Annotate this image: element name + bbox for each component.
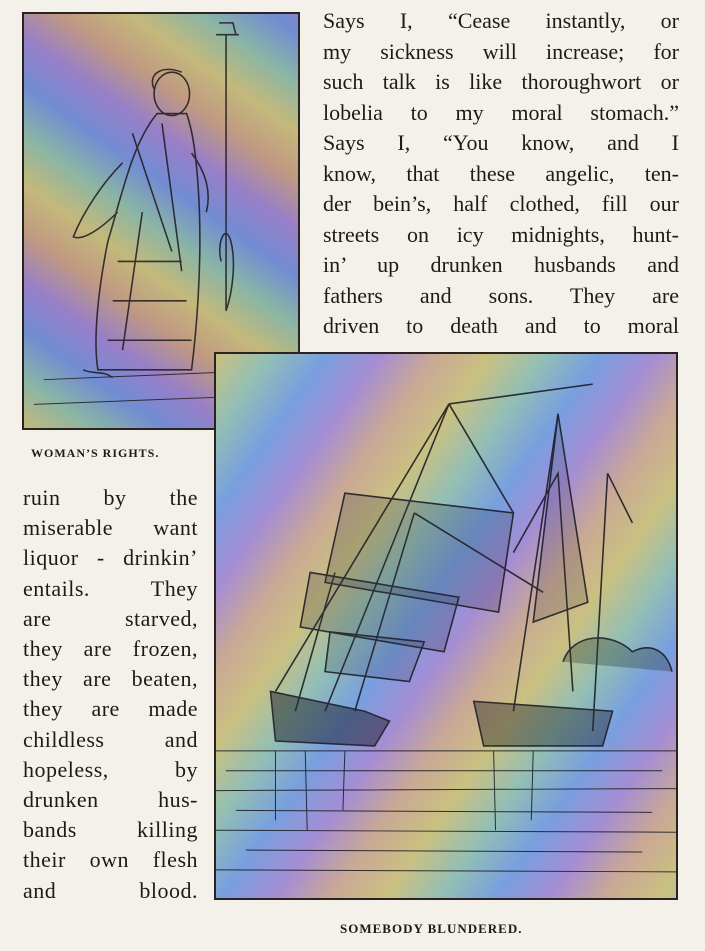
text-line: they are made [23, 696, 198, 722]
text-line: fathers and sons. They are [323, 282, 679, 308]
text-line: Says I, “Cease instantly, or [323, 8, 679, 33]
somebody-blundered-caption: SOMEBODY BLUNDERED. [340, 921, 523, 936]
text-line: they are beaten, [23, 666, 198, 692]
text-line: der bein’s, half clothed, fill our [323, 191, 679, 216]
text-line: are starved, [23, 605, 198, 631]
text-line: bands killing [23, 817, 198, 843]
text-line: in’ up drunken husbands and [323, 252, 679, 277]
text-line: they are frozen, [23, 636, 198, 662]
text-line: streets on icy midnights, hunt- [323, 221, 679, 247]
text-line: entails. They [23, 575, 198, 601]
text-line: their own flesh [23, 847, 198, 873]
left-paragraph [23, 483, 198, 906]
text-line: miserable want [23, 515, 198, 541]
text-line: drunken hus- [23, 787, 198, 813]
text-line: and blood. [23, 877, 198, 903]
text-line: driven to death and to moral [323, 313, 679, 338]
text-line: Says I, “You know, and I [323, 130, 679, 155]
text-line: lobelia to my moral stomach.” [323, 99, 679, 125]
text-line: such talk is like thoroughwort or [323, 69, 679, 94]
text-line: ruin by the [23, 485, 198, 510]
text-line: my sickness will increase; for [323, 38, 679, 64]
text-line: childless and [23, 726, 198, 752]
somebody-blundered-illustration [214, 352, 678, 900]
text-line: liquor - drinkin’ [23, 545, 198, 571]
shipwreck-drawing [216, 354, 676, 898]
womans-rights-caption: WOMAN’S RIGHTS. [31, 446, 160, 460]
text-line: know, that these angelic, ten- [323, 160, 679, 186]
text-line: hopeless, by [23, 756, 198, 782]
top-paragraph [323, 6, 679, 342]
